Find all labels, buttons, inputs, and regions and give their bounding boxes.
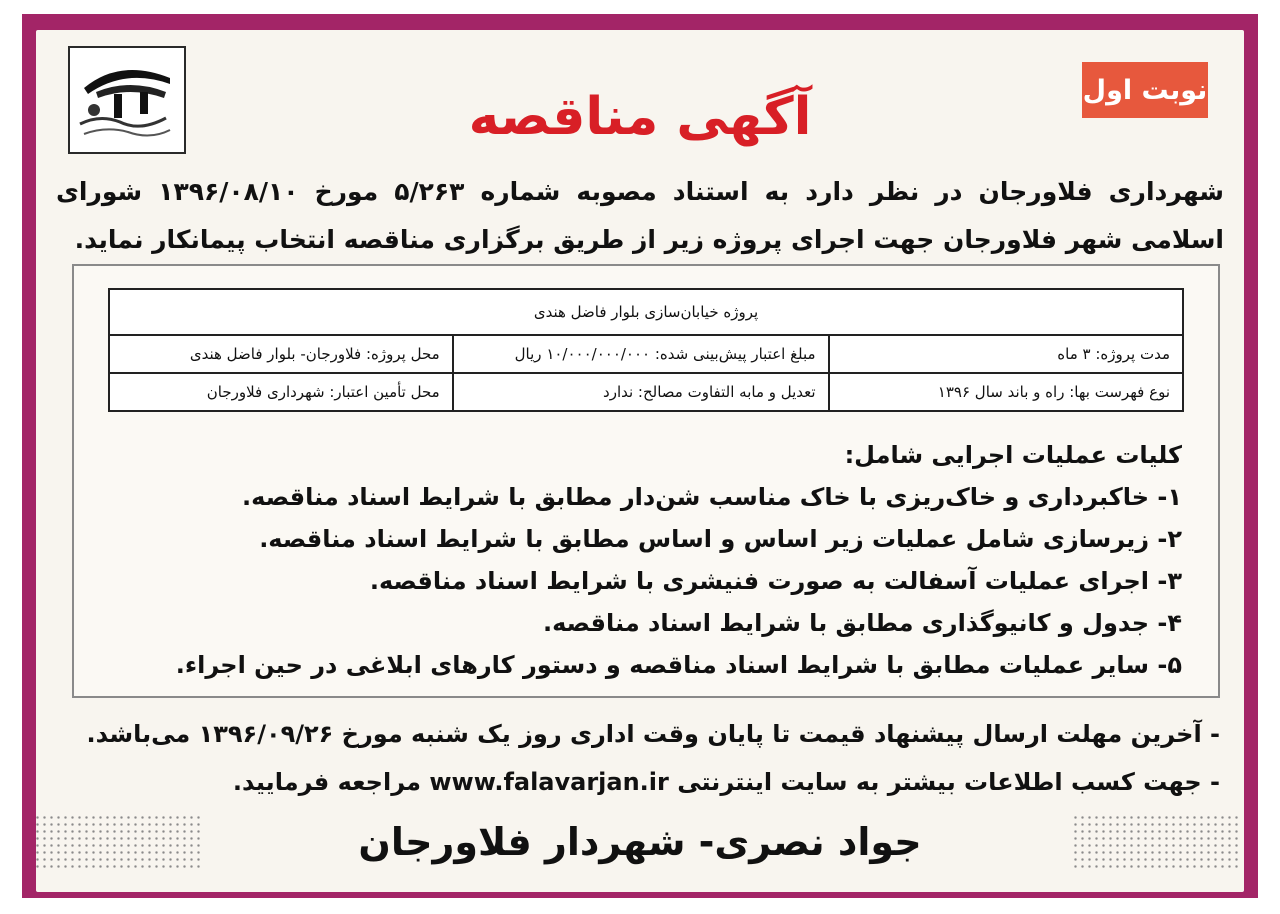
list-item: ۴- جدول و کانیوگذاری مطابق با شرایط اسناد مناقصه.	[542, 609, 1182, 637]
table-row	[109, 335, 1183, 373]
project-title-cell: پروژه خیابان‌سازی بلوار فاضل هندی	[109, 289, 1183, 335]
notes-block	[60, 710, 1220, 806]
budget-cell: مبلغ اعتبار پیش‌بینی شده: ۱۰/۰۰۰/۰۰۰/۰۰۰ ریال	[453, 335, 829, 373]
project-info-table	[108, 288, 1184, 412]
operations-heading: کلیات عملیات اجرایی شامل:	[844, 441, 1182, 469]
list-item: ۲- زیرسازی شامل عملیات زیر اساس و اساس مطابق با شرایط اسناد مناقصه.	[259, 525, 1182, 553]
list-item: ۱- خاکبرداری و خاک‌ریزی با خاک مناسب شن‌دار مطابق با شرایط اسناد مناقصه.	[242, 483, 1182, 511]
notice-title: آگهی مناقصه	[468, 87, 812, 147]
deadline-note: - آخرین مهلت ارسال پیشنهاد قیمت تا پایان وقت اداری روز یک شنبه مورخ ۱۳۹۶/۰۹/۲۶ می‌باشد.	[86, 720, 1220, 748]
location-cell: محل پروژه: فلاورجان- بلوار فاضل هندی	[109, 335, 453, 373]
first-notice-badge: نوبت اول	[1082, 62, 1208, 118]
list-item: ۵- سایر عملیات مطابق با شرایط اسناد مناقصه و دستور کارهای ابلاغی در حین اجراء.	[175, 651, 1182, 679]
table-row	[109, 373, 1183, 411]
duration-cell: مدت پروژه: ۳ ماه	[829, 335, 1183, 373]
intro-paragraph: شهرداری فلاورجان در نظر دارد به استناد مصوبه شماره ۵/۲۶۳ مورخ ۱۳۹۶/۰۸/۱۰ شورای اسلامی شهر فلاورجان جهت اجرای پروژه زیر از طریق برگزاری مناقصه انتخاب پیمانکار نماید.	[56, 177, 1224, 254]
mayor-signature: جواد نصری- شهردار فلاورجان	[358, 820, 922, 864]
price-list-cell: نوع فهرست بها: راه و باند سال ۱۳۹۶	[829, 373, 1183, 411]
table-row	[109, 289, 1183, 335]
operations-list	[175, 434, 1182, 686]
list-item: ۳- اجرای عملیات آسفالت به صورت فنیشری با شرایط اسناد مناقصه.	[369, 567, 1182, 595]
funding-cell: محل تأمین اعتبار: شهرداری فلاورجان	[109, 373, 453, 411]
website-note: - جهت کسب اطلاعات بیشتر به سایت اینترنتی www.falavarjan.ir مراجعه فرمایید.	[232, 768, 1220, 796]
adjustment-cell: تعدیل و مابه التفاوت مصالح: ندارد	[453, 373, 829, 411]
